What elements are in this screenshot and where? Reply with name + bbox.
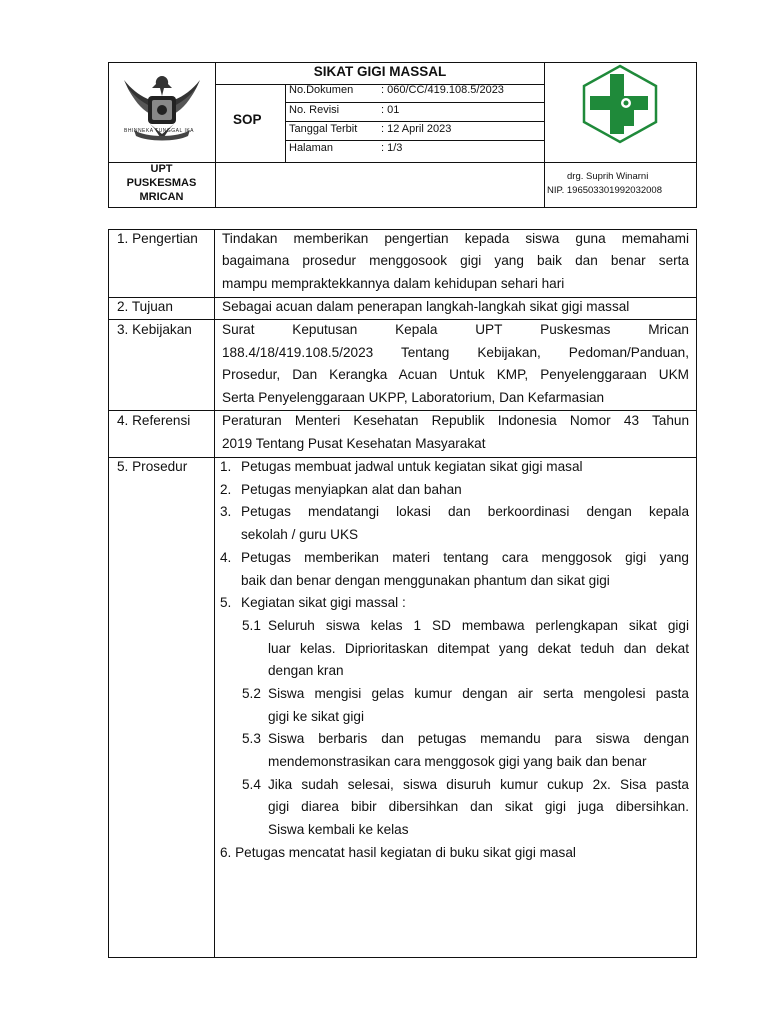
prosedur-item-text: sekolah / guru UKS — [241, 527, 359, 542]
prosedur-item-num: 4. — [220, 550, 232, 565]
prosedur-item-num: 2. — [220, 482, 232, 497]
prosedur-item-text: Petugas memberikan materi tentang cara menggosok gigi yang — [241, 550, 689, 565]
signer-nip: NIP. 196503301992032008 — [547, 185, 662, 196]
prosedur-subitem-num: 5.3 — [242, 731, 261, 746]
prosedur-item-text: baik dan benar dengan menggunakan phantum dan sikat gigi — [241, 573, 610, 588]
row-value-halaman: : 1/3 — [381, 142, 403, 154]
prosedur-subitem-text: Siswa berbaris dan petugas memandu para siswa dengan — [268, 731, 689, 746]
pengertian-line-3: mampu mempraktekkannya dalam kehidupan sehari hari — [222, 276, 565, 291]
prosedur-item-text: Kegiatan sikat gigi massal : — [241, 595, 406, 610]
pengertian-line-2: bagaimana prosedur menggosook gigi yang baik dan benar serta — [222, 253, 689, 268]
label-tujuan: 2. Tujuan — [117, 299, 173, 314]
referensi-line-1: Peraturan Menteri Kesehatan Republik Indonesia Nomor 43 Tahun — [222, 413, 689, 428]
prosedur-item-num: 3. — [220, 504, 232, 519]
kebijakan-word: Surat — [222, 322, 255, 337]
prosedur-subitem-num: 5.4 — [242, 777, 261, 792]
kebijakan-word: Mrican — [648, 322, 689, 337]
puskesmas-logo — [580, 64, 660, 144]
row-value-no-revisi: : 01 — [381, 104, 400, 116]
prosedur-item-num: 1. — [220, 459, 232, 474]
label-referensi: 4. Referensi — [117, 413, 191, 428]
garuda-icon — [116, 66, 208, 152]
garuda-motto: BHINNEKA TUNGGAL IKA — [124, 128, 195, 134]
label-kebijakan: 3. Kebijakan — [117, 322, 192, 337]
kebijakan-word: Keputusan — [292, 322, 358, 337]
prosedur-subitem-text: Jika sudah selesai, siswa disuruh kumur cukup 2x. Sisa pasta — [268, 777, 689, 792]
prosedur-subitem-text: Siswa kembali ke kelas — [268, 822, 409, 837]
referensi-line-2: 2019 Tentang Pusat Kesehatan Masyarakat — [222, 436, 486, 451]
kebijakan-line-4: Serta Penyelenggaraan UKPP, Laboratorium, Dan Kefarmasian — [222, 390, 605, 405]
puskesmas-cross-icon — [580, 64, 660, 144]
tujuan-line-1: Sebagai acuan dalam penerapan langkah-langkah sikat gigi massal — [222, 299, 630, 314]
kebijakan-line-1 — [222, 322, 689, 337]
org-line-3: MRICAN — [139, 191, 184, 203]
kebijakan-line-2: 188.4/18/419.108.5/2023 Tentang Kebijakan, Pedoman/Panduan, — [222, 345, 689, 360]
kebijakan-word: Puskesmas — [540, 322, 611, 337]
kebijakan-line-3: Prosedur, Dan Kerangka Acuan Untuk KMP, Penyelenggaraan UKM — [222, 367, 689, 382]
kebijakan-word: UPT — [475, 322, 503, 337]
row-label-no-dokumen: No.Dokumen — [289, 84, 354, 96]
row-label-halaman: Halaman — [289, 142, 334, 154]
signer-name: drg. Suprih Winarni — [567, 171, 649, 182]
prosedur-subitem-text: dengan kran — [268, 663, 344, 678]
label-pengertian: 1. Pengertian — [117, 231, 198, 246]
prosedur-subitem-num: 5.2 — [242, 686, 261, 701]
kebijakan-word: Kepala — [395, 322, 438, 337]
prosedur-item-text: Petugas mendatangi lokasi dan berkoordinasi dengan kepala — [241, 504, 689, 519]
prosedur-item-text: Petugas menyiapkan alat dan bahan — [241, 482, 462, 497]
row-label-no-revisi: No. Revisi — [289, 104, 340, 116]
label-prosedur: 5. Prosedur — [117, 459, 188, 474]
org-name — [108, 162, 215, 204]
row-value-no-dokumen: : 060/CC/419.108.5/2023 — [381, 84, 504, 96]
prosedur-subitem-text: gigi ke sikat gigi — [268, 709, 364, 724]
sop-label: SOP — [233, 112, 262, 127]
garuda-emblem — [116, 66, 208, 152]
pengertian-line-1: Tindakan memberikan pengertian kepada siswa guna memahami — [222, 231, 689, 246]
prosedur-subitem-text: luar kelas. Diprioritaskan ditempat yang dekat teduh dan dekat — [268, 641, 689, 656]
prosedur-subitem-num: 5.1 — [242, 618, 261, 633]
prosedur-subitem-text: mendemonstrasikan cara menggosok gigi yang baik dan benar — [268, 754, 647, 769]
row-value-tanggal-terbit: : 12 April 2023 — [381, 123, 452, 135]
prosedur-subitem-text: gigi diarea bibir dibersihkan dan sikat gigi juga dibersihkan. — [268, 799, 689, 814]
prosedur-item-num: 5. — [220, 595, 232, 610]
prosedur-item-text: Petugas membuat jadwal untuk kegiatan sikat gigi masal — [241, 459, 583, 474]
row-label-tanggal-terbit: Tanggal Terbit — [289, 123, 358, 135]
org-line-2: PUSKESMAS — [126, 177, 197, 189]
org-line-1: UPT — [150, 163, 173, 175]
document-title: SIKAT GIGI MASSAL — [313, 64, 447, 79]
prosedur-final: 6. Petugas mencatat hasil kegiatan di buku sikat gigi masal — [220, 845, 576, 860]
prosedur-subitem-text: Siswa mengisi gelas kumur dengan air serta mengolesi pasta — [268, 686, 689, 701]
prosedur-subitem-text: Seluruh siswa kelas 1 SD membawa perlengkapan sikat gigi — [268, 618, 689, 633]
